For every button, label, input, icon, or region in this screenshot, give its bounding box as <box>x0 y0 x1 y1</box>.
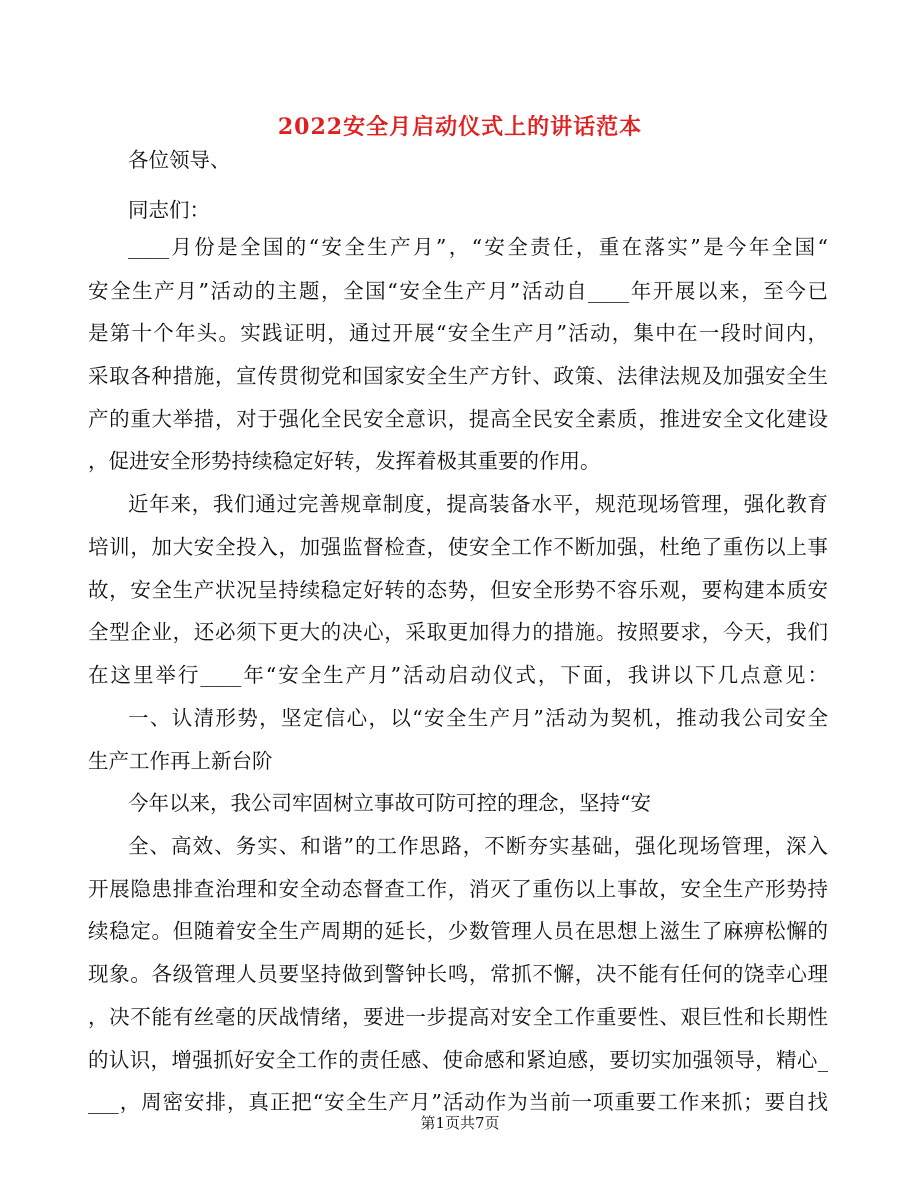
paragraph-line: 是第十个年头。实践证明，通过开展“安全生产月”活动，集中在一段时间内， <box>88 321 828 345</box>
paragraph-line: ____月份是全国的“安全生产月”，“安全责任，重在落实”是今年全国“ <box>128 235 828 259</box>
paragraph-line: 产的重大举措，对于强化全民安全意识，提高全民安全素质，推进安全文化建设 <box>88 407 828 431</box>
paragraph-line: ，决不能有丝毫的厌战情绪，要进一步提高对安全工作重要性、艰巨性和长期性 <box>88 1005 828 1029</box>
document-title: 2022安全月启动仪式上的讲话范本 <box>277 114 643 140</box>
paragraph-line: 采取各种措施，宣传贯彻党和国家安全生产方针、政策、法律法规及加强安全生 <box>88 364 828 388</box>
paragraph-line: 今年以来，我公司牢固树立事故可防可控的理念，坚持“安 <box>128 791 651 815</box>
salutation-line-2: 同志们： <box>128 198 210 222</box>
paragraph-line: 近年来，我们通过完善规章制度，提高装备水平，规范现场管理，强化教育 <box>128 492 828 516</box>
page-number: 第1页共7页 <box>420 1114 500 1132</box>
paragraph-line: 续稳定。但随着安全生产周期的延长，少数管理人员在思想上滋生了麻痹松懈的 <box>88 919 828 943</box>
paragraph-line: 故，安全生产状况呈持续稳定好转的态势，但安全形势不容乐观，要构建本质安 <box>88 578 828 602</box>
paragraph-line: 开展隐患排查治理和安全动态督查工作，消灭了重伤以上事故，安全生产形势持 <box>88 877 828 901</box>
section-heading-line: 生产工作再上新台阶 <box>88 749 273 773</box>
paragraph-line: ___，周密安排，真正把“安全生产月”活动作为当前一项重要工作来抓；要自找 <box>88 1090 828 1114</box>
section-heading-line: 一、认清形势，坚定信心，以“安全生产月”活动为契机，推动我公司安全 <box>128 706 828 730</box>
paragraph-line: 安全生产月”活动的主题，全国“安全生产月”活动自____年开展以来，至今已 <box>88 279 828 303</box>
paragraph-line: 全、高效、务实、和谐”的工作思路，不断夯实基础，强化现场管理，深入 <box>128 834 828 858</box>
paragraph-line: 全型企业，还必须下更大的决心，采取更加得力的措施。按照要求，今天，我们 <box>88 620 828 644</box>
salutation-line-1: 各位领导、 <box>128 148 231 172</box>
paragraph-line: ，促进安全形势持续稳定好转，发挥着极其重要的作用。 <box>88 449 601 473</box>
paragraph-line: 的认识，增强抓好安全工作的责任感、使命感和紧迫感，要切实加强领导，精心_ <box>88 1048 828 1072</box>
paragraph-line: 培训，加大安全投入，加强监督检查，使安全工作不断加强，杜绝了重伤以上事 <box>88 535 828 559</box>
paragraph-line: 在这里举行____年“安全生产月”活动启动仪式，下面，我讲以下几点意见： <box>88 663 828 687</box>
paragraph-line: 现象。各级管理人员要坚持做到警钟长鸣，常抓不懈，决不能有任何的饶幸心理 <box>88 962 828 986</box>
